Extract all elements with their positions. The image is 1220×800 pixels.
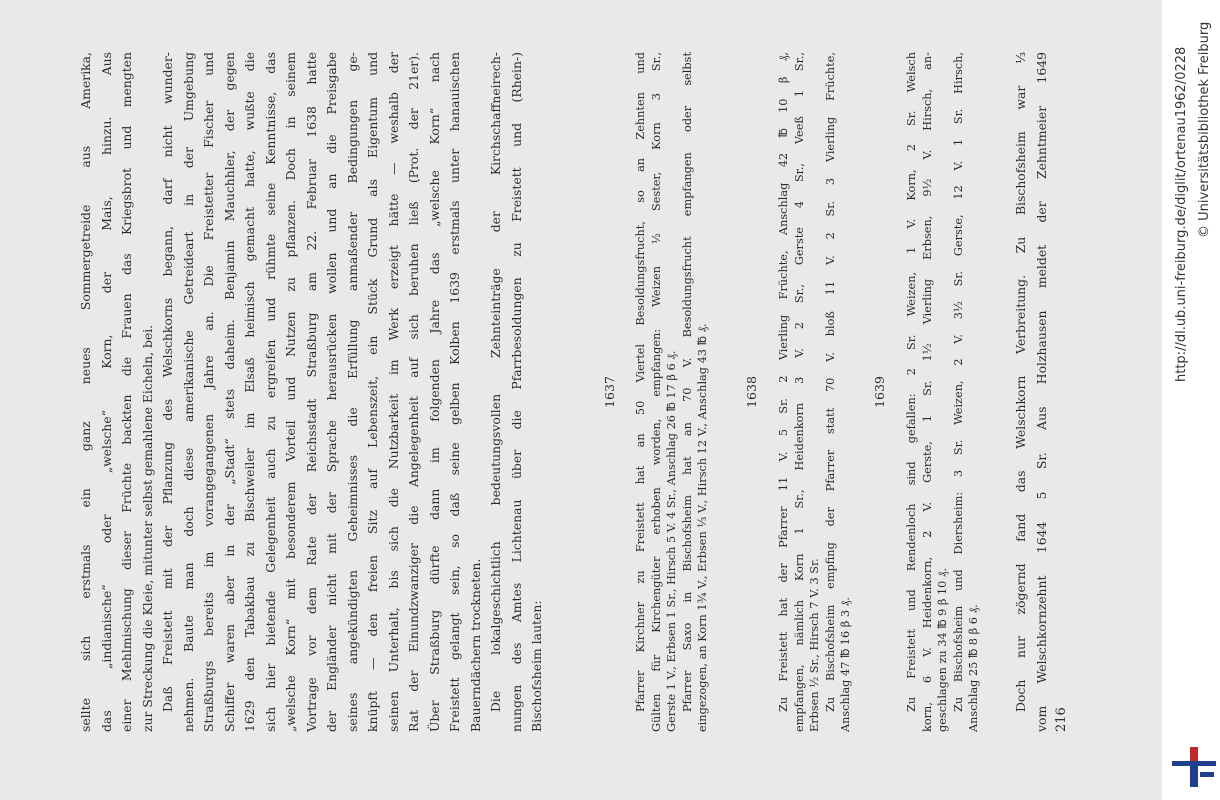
text-line: zur Streckung die Kleie, mitunter selbst gemahlene Eicheln, bei. bbox=[139, 324, 155, 732]
text-line: Zu Bischofsheim empfing der Pfarrer statt 70 V. bloß 11 V. 2 Sr. 3 Vierling Früchte, bbox=[823, 52, 837, 712]
text-line: Vortrage vor dem Rate der Reichsstadt Straßburg am 22. Februar 1638 hatte bbox=[303, 52, 319, 732]
text-line: Gülten für Kirchengüter erhoben worden, empfangen: Weizen ½ Sester, Korn 3 Sr., bbox=[649, 52, 663, 732]
text-line: Zu Bischofsheim und Diersheim: 3 Sr. Weizen, 2 V. 3½ Sr. Gerste, 12 V. 1 Sr. Hirsch, bbox=[951, 52, 965, 712]
text-line: Freistett gelangt sein, so daß seine gelben Kolben 1639 erstmals unter hanauischen bbox=[447, 52, 462, 732]
text-line: Zu Freistett hat der Pfarrer 11 V. 5 Sr. 2 Vierling Früchte, Anschlag 42 ℔ 10 β ₰, bbox=[777, 52, 790, 712]
text-line: seines angekündigten Geheimnisses die Erfüllung anmaßender Bedingungen ge- bbox=[344, 52, 360, 732]
entry-1637 bbox=[633, 52, 711, 732]
text-line: Pfarrer Saxo in Bischofsheim hat an 70 V. Besoldungsfrucht empfangen oder selbst bbox=[680, 52, 694, 712]
text-line: Gerste 1 V., Erbsen 1 Sr., Hirsch 5 V. 4 Sr., Anschlag 26 ℔ 17 β 6 ₰. bbox=[665, 350, 679, 732]
entry-1638 bbox=[776, 52, 854, 732]
text-line: Bauerndächern trockneten. bbox=[467, 558, 483, 732]
text-line: Doch nur zögernd fand das Welschkorn Verbreitung. Zu Bischofsheim war ⅓ bbox=[1013, 52, 1028, 712]
paragraph-freistett-welschkorn bbox=[158, 52, 486, 732]
text-line: Bischofsheim lauten: bbox=[529, 600, 544, 732]
text-line: seinen Unterhalt, bis sich die Nutzbarkeit im Werk erzeigt hätte — weshalb der bbox=[385, 52, 401, 732]
sidebar bbox=[1162, 0, 1220, 800]
text-line: sich hier bietende Gelegenheit auch zu ergreifen und rühmte seine Kenntnisse, das bbox=[262, 52, 278, 732]
year-heading-1637: 1637 bbox=[602, 376, 617, 408]
text-line: Zu Freistett und Rendenloch sind gefallen: 2 Sr. Weizen, 1 V. Korn, 2 Sr. Welsch bbox=[905, 52, 918, 712]
text-line: vom Welschkornzehnt 1644 5 Sr. Aus Holzhausen meldet der Zehntmeier 1649 bbox=[1033, 52, 1049, 732]
text-line: knüpft — den freien Sitz auf Lebenszeit, ein Stück Grund als Eigentum und bbox=[365, 52, 380, 732]
copyright-notice: © Universitätsbibliothek Freiburg bbox=[1197, 21, 1212, 238]
year-heading-1639: 1639 bbox=[872, 376, 887, 408]
text-line: korn, 6 V. Heidenkorn, 2 V. Gerste, 1 Sr. 1½ Vierling Erbsen, 9½ V. Hirsch, an- bbox=[920, 52, 934, 732]
source-url-link[interactable]: http://dl.ub.uni-freiburg.de/diglit/ortenau1962/0228 bbox=[1174, 46, 1189, 382]
text-line: Rat der Einundzwanziger die Angelegenheit auf sich beruhen ließ (Prot. der 21er). bbox=[406, 52, 421, 732]
text-line: Daß Freistett mit der Pflanzung des Welschkorns begann, darf nicht wunder- bbox=[160, 52, 175, 712]
text-line: nehmen. Baute man doch diese amerikanische Getreideart in der Umgebung bbox=[180, 52, 196, 732]
text-line: Straßburgs bereits im vorangegangenen Jahre an. Die Freistetter Fischer und bbox=[201, 52, 216, 732]
library-logo-icon bbox=[1172, 745, 1216, 789]
text-line: das „indianische“ oder „welsche“ Korn, der Mais, hinzu. Aus bbox=[98, 52, 114, 732]
text-line: der Engländer nicht mit der Sprache herausrücken wollen und an die Preisgabe bbox=[324, 52, 339, 732]
text-line: empfangen, nämlich Korn 1 Sr., Heidenkorn 3 V. 2 Sr., Gerste 4 Sr., Veeß 1 Sr., bbox=[792, 52, 806, 732]
text-line: Pfarrer Kirchner zu Freistett hat an 50 Viertel Besoldungsfrucht, so an Zehnten und bbox=[634, 52, 647, 712]
text-line: eingezogen, an Korn 1¾ V., Erbsen ⅓ V., Hirsch 12 V., Anschlag 43 ℔ ₰. bbox=[696, 323, 710, 732]
text-line: Die lokalgeschichtlich bedeutungsvollen Zehnteinträge der Kirchschaffneirech- bbox=[488, 52, 503, 712]
paragraph-welschkorn-verbreitung bbox=[1011, 52, 1052, 732]
text-line: geschlagen zu 34 ℔ 9 β 10 ₰. bbox=[936, 567, 950, 732]
text-line: sellte sich erstmals ein ganz neues Sommergetreide aus Amerika, bbox=[78, 52, 93, 732]
text-line: Anschlag 47 ℔ 16 β 3 ₰. bbox=[839, 597, 853, 732]
text-line: Schiffer waren aber in der „Stadt“ stets daheim. Benjamin Mauchhler, der gegen bbox=[221, 52, 237, 732]
text-line: einer Mehlmischung dieser Früchte backten die Frauen das Kriegsbrot und mengten bbox=[119, 52, 134, 732]
text-line: „welsche Korn“ mit besonderem Vorteil und Nutzen zu pflanzen. Doch in seinem bbox=[283, 52, 298, 732]
text-line: nungen des Amtes Lichtenau über die Pfarrbesoldungen zu Freistett und (Rhein-) bbox=[508, 52, 524, 732]
text-line: 1629 den Tabakbau zu Bischweiler im Elsaß heimisch gemacht hatte, wußte die bbox=[242, 52, 257, 732]
year-heading-1638: 1638 bbox=[744, 376, 759, 408]
entry-1639 bbox=[904, 52, 982, 732]
text-line: Anschlag 25 ℔ 8 β 6 ₰. bbox=[967, 604, 981, 732]
paragraph-intro bbox=[76, 52, 158, 732]
text-line: Über Straßburg dürfte dann im folgenden Jahre das „welsche Korn“ nach bbox=[426, 52, 442, 732]
text-line: Erbsen ½ Sr., Hirsch 7 V. 3 Sr. bbox=[808, 558, 822, 732]
page-content bbox=[76, 52, 1076, 732]
page-number: 216 bbox=[1054, 707, 1069, 732]
paragraph-zehnteintraege bbox=[486, 52, 548, 732]
